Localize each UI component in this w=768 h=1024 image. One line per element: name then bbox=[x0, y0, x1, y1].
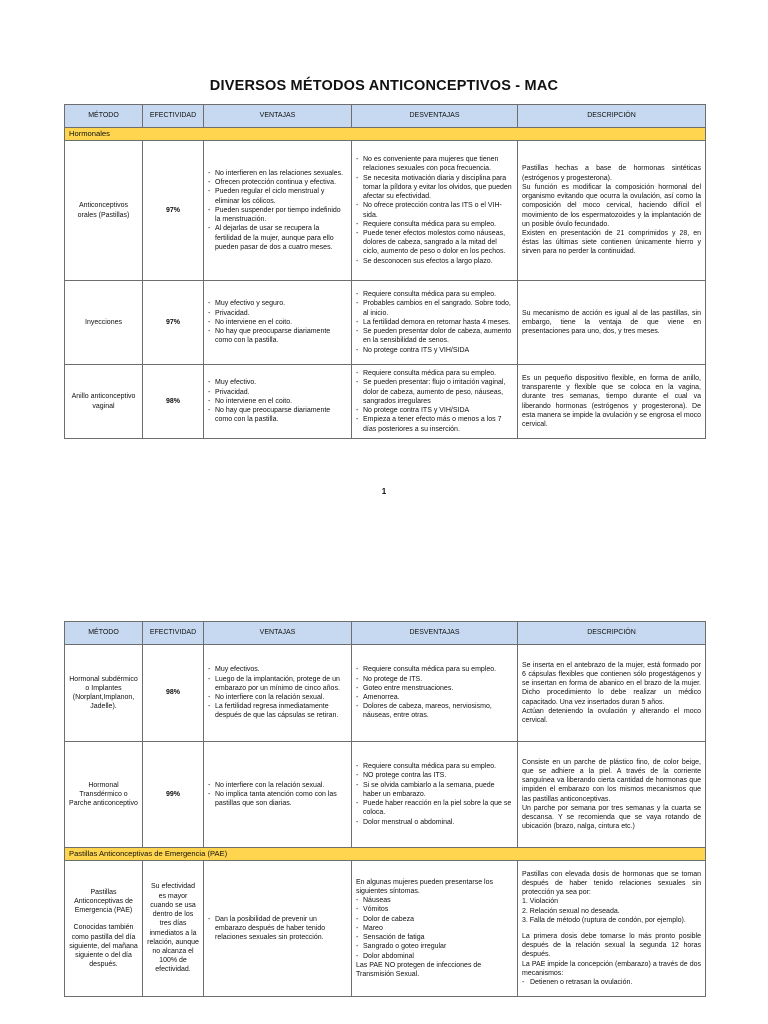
methods-table-2 bbox=[64, 621, 706, 997]
description-cell bbox=[518, 141, 706, 281]
advantages-cell bbox=[204, 365, 352, 439]
disadvantages-cell bbox=[352, 141, 518, 281]
header-method: MÉTODO bbox=[65, 105, 143, 128]
list-item: - Al dejarlas de usar se recupera la fertilidad de la mujer, aunque para ello pueden pasar de dos a cuatro meses. bbox=[208, 224, 347, 252]
description-cell bbox=[518, 645, 706, 742]
list-item: - Ofrecen protección continua y efectiva. bbox=[208, 178, 347, 187]
effectiveness-cell: 99% bbox=[143, 742, 204, 848]
list-item: - Vómitos bbox=[356, 905, 513, 914]
list-item: - Luego de la implantación, protege de un embarazo por un mínimo de cinco años. bbox=[208, 675, 347, 693]
list-item: - Requiere consulta médica para su empleo. bbox=[356, 369, 513, 378]
disadvantages-intro: En algunas mujeres pueden presentarse los siguientes síntomas. bbox=[356, 878, 493, 895]
list-item: - La fertilidad demora en retornar hasta 4 meses. bbox=[356, 318, 513, 327]
header-advantages: VENTAJAS bbox=[204, 105, 352, 128]
header-disadvantages: DESVENTAJAS bbox=[352, 622, 518, 645]
description-text: 3. Falla de método (ruptura de condón, por ejemplo). bbox=[522, 916, 686, 924]
description-text: La PAE impide la concepción (embarazo) a través de dos mecanismos: bbox=[522, 960, 701, 977]
table-row bbox=[65, 141, 706, 281]
description-text: La primera dosis debe tomarse lo más pronto posible después de la relación sexual la segunda 12 horas después. bbox=[522, 933, 701, 959]
header-advantages: VENTAJAS bbox=[204, 622, 352, 645]
description-text: Su mecanismo de acción es igual al de las pastillas, sin embargo, tiene la ventaja de que viene en presentaciones para uno, dos, y tres meses. bbox=[522, 309, 701, 336]
list-item: - Dolor menstrual o abdominal. bbox=[356, 818, 513, 827]
description-text: Es un pequeño dispositivo flexible, en forma de anillo, transparente y flexible que se coloca en la vagina, durante tres semanas, tiempo durante el cual va liberando hormonas (estrógenos y progesterona). De esta manera se impide la ovulación y se engrosa el moco cervical. bbox=[522, 374, 701, 428]
list-item: - No interfiere con la relación sexual. bbox=[208, 781, 347, 790]
list-item: - No ofrece protección contra las ITS o el VIH-sida. bbox=[356, 201, 513, 219]
section-hormonal: Hormonales bbox=[65, 128, 706, 141]
list-item: - Empieza a tener efecto más o menos a los 7 días posteriores a su inserción. bbox=[356, 415, 513, 433]
description-text: Existen en presentación de 21 comprimidos y 28, en éstas las últimas siete contienen únicamente hierro y sirven para no perder la continuidad. bbox=[522, 229, 701, 256]
effectiveness-cell: 98% bbox=[143, 645, 204, 742]
description-text: Pastillas hechas a base de hormonas sintéticas (estrógenos y progesterona). bbox=[522, 165, 701, 182]
description-text: Actúan deteniendo la ovulación y alterando el moco cervical. bbox=[522, 707, 701, 725]
list-item: - Náuseas bbox=[356, 896, 513, 905]
effectiveness-cell: 97% bbox=[143, 141, 204, 281]
effectiveness-cell: 98% bbox=[143, 365, 204, 439]
table-row bbox=[65, 861, 706, 997]
effectiveness-cell: Su efectividad es mayor cuando se usa dentro de los tres días inmediatos a la relación, aunque no alcanza el 100% de efectividad. bbox=[143, 861, 204, 997]
list-item: - Pueden regular el ciclo menstrual y eliminar los cólicos. bbox=[208, 187, 347, 205]
list-item: - No implica tanta atención como con las pastillas que son diarias. bbox=[208, 790, 347, 808]
list-item: - No interfieren en las relaciones sexuales. bbox=[208, 169, 347, 178]
advantages-cell bbox=[204, 141, 352, 281]
section-pae: Pastillas Anticonceptivas de Emergencia (PAE) bbox=[65, 848, 706, 861]
list-item: - Requiere consulta médica para su empleo. bbox=[356, 762, 513, 771]
list-item: - NO protege contra las ITS. bbox=[356, 771, 513, 780]
page-title: DIVERSOS MÉTODOS ANTICONCEPTIVOS - MAC bbox=[209, 78, 559, 94]
list-item: - Se pueden presentar: flujo o irritación vaginal, dolor de cabeza, aumento de peso, náuseas, sangrados irregulares bbox=[356, 378, 513, 406]
disadvantages-cell bbox=[352, 281, 518, 365]
list-item: - No es conveniente para mujeres que tienen relaciones sexuales con poca frecuencia. bbox=[356, 155, 513, 173]
disadvantages-outro: Las PAE NO protegen de infecciones de Transmisión Sexual. bbox=[356, 961, 482, 979]
list-item: - Puede tener efectos molestos como náuseas, dolores de cabeza, sangrado a la mitad del ciclo, aumento de peso o dolor en los pechos. bbox=[356, 229, 513, 257]
description-cell bbox=[518, 365, 706, 439]
list-item: - No interviene en el coito. bbox=[208, 318, 347, 327]
effectiveness-cell: 97% bbox=[143, 281, 204, 365]
list-item: - Muy efectivos. bbox=[208, 665, 347, 674]
description-cell bbox=[518, 281, 706, 365]
disadvantages-cell bbox=[352, 645, 518, 742]
description-cell bbox=[518, 742, 706, 848]
list-item: - Dolor de cabeza bbox=[356, 915, 513, 924]
method-note: Conocidas también como pastilla del día siguiente, del mañana siguiente o del día después. bbox=[69, 924, 138, 969]
list-item: - Se desconocen sus efectos a largo plazo. bbox=[356, 257, 513, 266]
list-item: - Sangrado o goteo irregular bbox=[356, 942, 513, 951]
list-item: - No protege contra ITS y VIH/SIDA bbox=[356, 346, 513, 355]
list-item: - No protege contra ITS y VIH/SIDA bbox=[356, 406, 513, 415]
description-text: 1. Violación bbox=[522, 898, 559, 906]
list-item: - Puede haber reacción en la piel sobre la que se coloca. bbox=[356, 799, 513, 817]
method-cell bbox=[65, 861, 143, 997]
list-item: - Muy efectivo. bbox=[208, 378, 347, 387]
advantages-cell bbox=[204, 645, 352, 742]
description-text: Consiste en un parche de plástico fino, de color beige, que se adhiere a la piel. A través de la corriente sanguínea va liberando cierta cantidad de hormonas que impiden el embarazo con los mismos mecanismos que las pastillas anticonceptivas. bbox=[522, 758, 701, 803]
method-cell: Inyecciones bbox=[65, 281, 143, 365]
method-cell: Hormonal Transdérmico o Parche anticonceptivo bbox=[65, 742, 143, 848]
list-item: - Sensación de fatiga bbox=[356, 933, 513, 942]
list-item: - No interviene en el coito. bbox=[208, 397, 347, 406]
description-cell bbox=[518, 861, 706, 997]
table-row bbox=[65, 645, 706, 742]
method-name: Pastillas Anticonceptivas de Emergencia (PAE) bbox=[74, 888, 133, 915]
advantages-cell bbox=[204, 742, 352, 848]
list-item: - Amenorrea. bbox=[356, 693, 513, 702]
list-item: - No hay que preocuparse diariamente como con la pastilla. bbox=[208, 327, 347, 345]
list-item: - Si se olvida cambiarlo a la semana, puede haber un embarazo. bbox=[356, 781, 513, 799]
list-item: - Dolores de cabeza, mareos, nerviosismo, náuseas, entre otras. bbox=[356, 702, 513, 720]
table-row bbox=[65, 365, 706, 439]
description-text: Pastillas con elevada dosis de hormonas que se toman después de haber tenido relaciones sexuales sin protección ya sea por: bbox=[522, 870, 701, 897]
list-item: - Se pueden presentar dolor de cabeza, aumento en la sensibilidad de senos. bbox=[356, 327, 513, 345]
methods-table-1 bbox=[64, 104, 706, 439]
list-item: - Dolor abdominal bbox=[356, 952, 513, 961]
header-description: DESCRIPCIÓN bbox=[518, 622, 706, 645]
list-item: - No hay que preocuparse diariamente como con la pastilla. bbox=[208, 406, 347, 424]
list-item: - Privacidad. bbox=[208, 388, 347, 397]
list-item: - Mareo bbox=[356, 924, 513, 933]
list-item: - No protege de ITS. bbox=[356, 675, 513, 684]
disadvantages-cell bbox=[352, 742, 518, 848]
description-text: Se inserta en el antebrazo de la mujer, está formado por 6 cápsulas flexibles que contienen sólo progestágenos y se insertan en forma de abanico en el brazo de la mujer. Dicho procedimiento lo debe realizar un médico capacitado. Una vez insertados duran 5 años. bbox=[522, 661, 701, 706]
header-method: MÉTODO bbox=[65, 622, 143, 645]
list-item: - Probables cambios en el sangrado. Sobre todo, al inicio. bbox=[356, 299, 513, 317]
list-item: - Requiere consulta médica para su empleo. bbox=[356, 220, 513, 229]
description-text: 2. Relación sexual no deseada. bbox=[522, 907, 620, 915]
method-cell: Anticonceptivos orales (Pastillas) bbox=[65, 141, 143, 281]
advantages-cell bbox=[204, 281, 352, 365]
list-item: - No interfiere con la relación sexual. bbox=[208, 693, 347, 702]
page-number: 1 bbox=[381, 487, 387, 496]
header-effectiveness: EFECTIVIDAD bbox=[143, 105, 204, 128]
table-row bbox=[65, 742, 706, 848]
list-item: - Detienen o retrasan la ovulación. bbox=[522, 978, 701, 987]
header-description: DESCRIPCIÓN bbox=[518, 105, 706, 128]
header-effectiveness: EFECTIVIDAD bbox=[143, 622, 204, 645]
disadvantages-cell bbox=[352, 861, 518, 997]
disadvantages-cell bbox=[352, 365, 518, 439]
list-item: - Dan la posibilidad de prevenir un embarazo después de haber tenido relaciones sexuales sin protección. bbox=[208, 915, 347, 943]
header-disadvantages: DESVENTAJAS bbox=[352, 105, 518, 128]
method-cell: Hormonal subdérmico o Implantes (Norplant,Implanon, Jadelle). bbox=[65, 645, 143, 742]
advantages-cell bbox=[204, 861, 352, 997]
list-item: - Muy efectivo y seguro. bbox=[208, 299, 347, 308]
method-cell: Anillo anticonceptivo vaginal bbox=[65, 365, 143, 439]
list-item: - Goteo entre menstruaciones. bbox=[356, 684, 513, 693]
list-item: - Pueden suspender por tiempo indefinido la menstruación. bbox=[208, 206, 347, 224]
list-item: - La fertilidad regresa inmediatamente después de que las cápsulas se retiran. bbox=[208, 702, 347, 720]
list-item: - Privacidad. bbox=[208, 309, 347, 318]
description-text: Su función es modificar la composición hormonal del organismo evitando que ocurra la ovulación, así como la composición del moco cervical, haciendo difícil el movimiento de los espermatozoides y la implantación de un posible óvulo fecundado. bbox=[522, 183, 701, 228]
list-item: - Requiere consulta médica para su empleo. bbox=[356, 290, 513, 299]
list-item: - Se necesita motivación diaria y disciplina para tomar la píldora y evitar los olvidos, que pueden afectar su efectividad. bbox=[356, 174, 513, 202]
table-row bbox=[65, 281, 706, 365]
list-item: - Requiere consulta médica para su empleo. bbox=[356, 665, 513, 674]
description-text: Un parche por semana por tres semanas y la cuarta se descansa. Y se recomienda que se vaya rotando de ubicación (brazo, nalga, cintura etc.) bbox=[522, 804, 701, 831]
